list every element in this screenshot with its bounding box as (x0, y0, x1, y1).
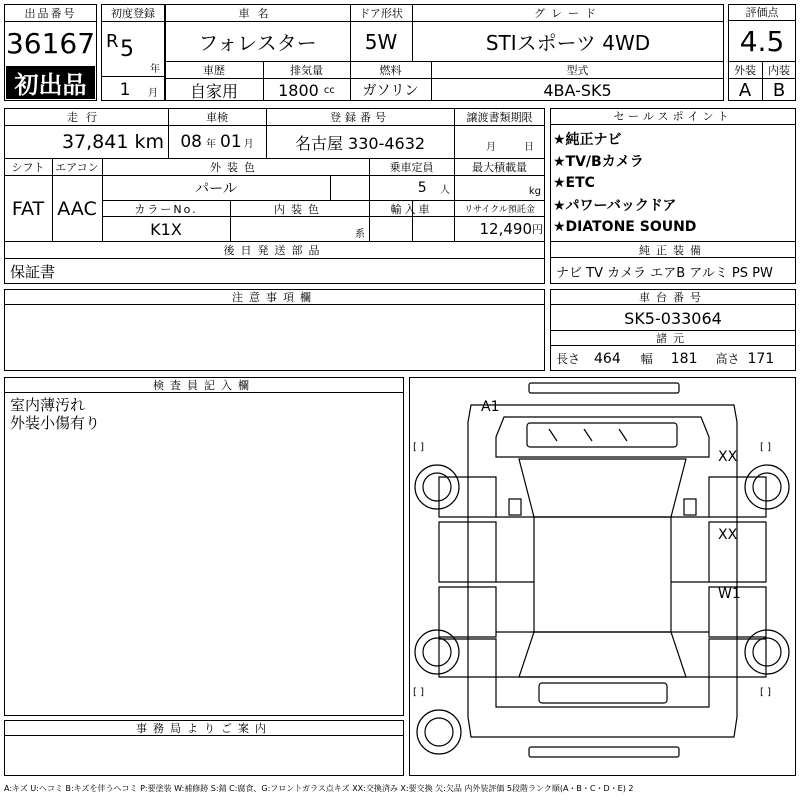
notes-label: 注意事項欄 (4, 289, 545, 305)
bracket-mark: [ ] (413, 441, 424, 453)
transfer-day-unit: 日 (524, 141, 534, 152)
fuel-label: 燃料 (379, 64, 402, 77)
door-label: ドア形状 (359, 6, 403, 20)
car-name: フォレスター (198, 31, 317, 55)
score-value: 4.5 (739, 25, 785, 58)
int-grade: B (772, 79, 786, 101)
office-label: 事務局よりご案内 (4, 720, 404, 736)
mileage-value (4, 126, 164, 158)
history-value: 自家用 (189, 81, 238, 101)
grade-label: グレード (534, 6, 602, 20)
insp-year-unit: 年 (206, 138, 216, 150)
seats-number: 5 (417, 180, 427, 196)
hei-label: 高さ (715, 352, 740, 366)
int-color-unit: 系 (355, 228, 365, 239)
inspection-label: 車検 (206, 110, 228, 124)
recycle-value (454, 217, 543, 241)
ac-label: エアコン (55, 161, 99, 174)
car-diagram-svg (409, 377, 796, 776)
import-label: 輸入車 (390, 202, 433, 216)
int-color-label: 内装色 (274, 202, 325, 216)
damage-mark: XX (718, 527, 738, 543)
dims-label: 諸元 (550, 330, 796, 346)
ext-label: 外装 (734, 64, 756, 77)
ext-grade: A (738, 79, 752, 101)
dims-row (556, 347, 794, 370)
recycle-unit: 円 (532, 223, 543, 236)
disp-value (263, 79, 350, 101)
selling-item: ★純正ナビ (553, 132, 622, 148)
inspector-line: 室内薄汚れ (10, 395, 86, 413)
mileage-number: 37,841 (61, 131, 129, 153)
score-label: 評価点 (728, 4, 796, 21)
selling-label: セールスポイント (550, 108, 796, 125)
ext-color-label: 外装色 (210, 161, 261, 174)
year-unit: 年 (150, 63, 160, 74)
damage-mark: XX (718, 449, 738, 465)
ac-value: AAC (57, 197, 97, 220)
shift-value: FAT (11, 197, 45, 220)
disp-number: 1800 (278, 80, 319, 100)
len-value: 464 (594, 350, 621, 367)
era-letter: R (106, 30, 119, 52)
disp-unit: cc (323, 84, 335, 96)
selling-item: ★DIATONE SOUND (553, 219, 697, 235)
chassis-value: SK5-033064 (624, 308, 722, 328)
ext-color-value: パール (195, 181, 237, 197)
int-label: 内装 (768, 64, 790, 77)
door-value: 5W (364, 29, 398, 54)
color-no-value: K1X (150, 219, 182, 239)
selling-item: ★TV/Bカメラ (553, 154, 644, 170)
lot-number: 36167 (5, 26, 96, 60)
bracket-mark: [ ] (760, 686, 771, 698)
color-no-label: カラーNo. (134, 202, 198, 216)
inspection-value (168, 126, 266, 158)
inspector-line: 外装小傷有り (10, 413, 101, 431)
selling-item: ★パワーバックドア (553, 198, 677, 214)
legend-text: A:キズ U:ヘコミ B:キズを伴うヘコミ P:要塗装 W:補修跡 S:錆 C:腐食、G:フロントガラス点キズ XX:交換済み X:要交換 欠:欠品 内外装評価 5段階ランク順(A・B・C・D・E) 2 (4, 783, 634, 793)
insp-year: 08 (180, 132, 202, 152)
wid-value: 181 (670, 350, 698, 367)
shift-label: シフト (11, 161, 45, 174)
load-label: 最大積載量 (472, 161, 527, 174)
inspector-label: 検査員記入欄 (4, 377, 404, 393)
seats-unit: 人 (440, 184, 450, 196)
len-label: 長さ (556, 352, 581, 366)
chassis-label: 車台番号 (550, 289, 796, 305)
month-unit: 月 (148, 87, 158, 98)
insp-month: 01 (220, 132, 242, 152)
later-parts-value: 保証書 (10, 262, 56, 281)
plate-value: 名古屋 330-4632 (294, 133, 426, 153)
model-value: 4BA-SK5 (543, 80, 612, 100)
hei-value: 171 (747, 350, 775, 367)
transfer-label: 譲渡書類期限 (466, 110, 533, 124)
seats-label: 乗車定員 (389, 161, 434, 174)
name-label: 車名 (238, 6, 277, 20)
first-reg-label: 初度登録 (101, 4, 165, 22)
equip-value: ナビ TV カメラ エアB アルミ PS PW (556, 265, 773, 281)
fuel-value: ガソリン (362, 83, 419, 99)
later-parts-label: 後日発送部品 (223, 244, 326, 257)
selling-item: ★ETC (553, 175, 595, 191)
recycle-label: リサイクル預託金 (464, 205, 535, 215)
history-label: 車歴 (203, 64, 225, 77)
transfer-month-unit: 月 (486, 141, 496, 152)
load-unit: kg (528, 185, 541, 197)
model-label: 型式 (566, 64, 589, 77)
grade-value: STIスポーツ 4WD (485, 31, 651, 55)
recycle-number: 12,490 (479, 220, 532, 238)
first-listing-badge: 初出品 (6, 66, 95, 99)
bracket-mark: [ ] (760, 441, 771, 453)
disp-label: 排気量 (290, 64, 323, 77)
mileage-unit: km (134, 131, 164, 153)
lot-label: 出品番号 (4, 4, 97, 22)
seats-value (369, 176, 450, 200)
plate-label: 登録番号 (330, 110, 390, 124)
reg-month: 1 (119, 80, 131, 100)
wid-label: 幅 (640, 352, 653, 366)
insp-month-unit: 月 (243, 138, 254, 150)
mileage-label: 走行 (67, 110, 105, 124)
bracket-mark: [ ] (413, 686, 424, 698)
reg-year: 5 (120, 36, 134, 62)
damage-mark: W1 (718, 586, 741, 602)
equip-label: 純正装備 (550, 242, 796, 258)
damage-mark: A1 (481, 399, 500, 415)
